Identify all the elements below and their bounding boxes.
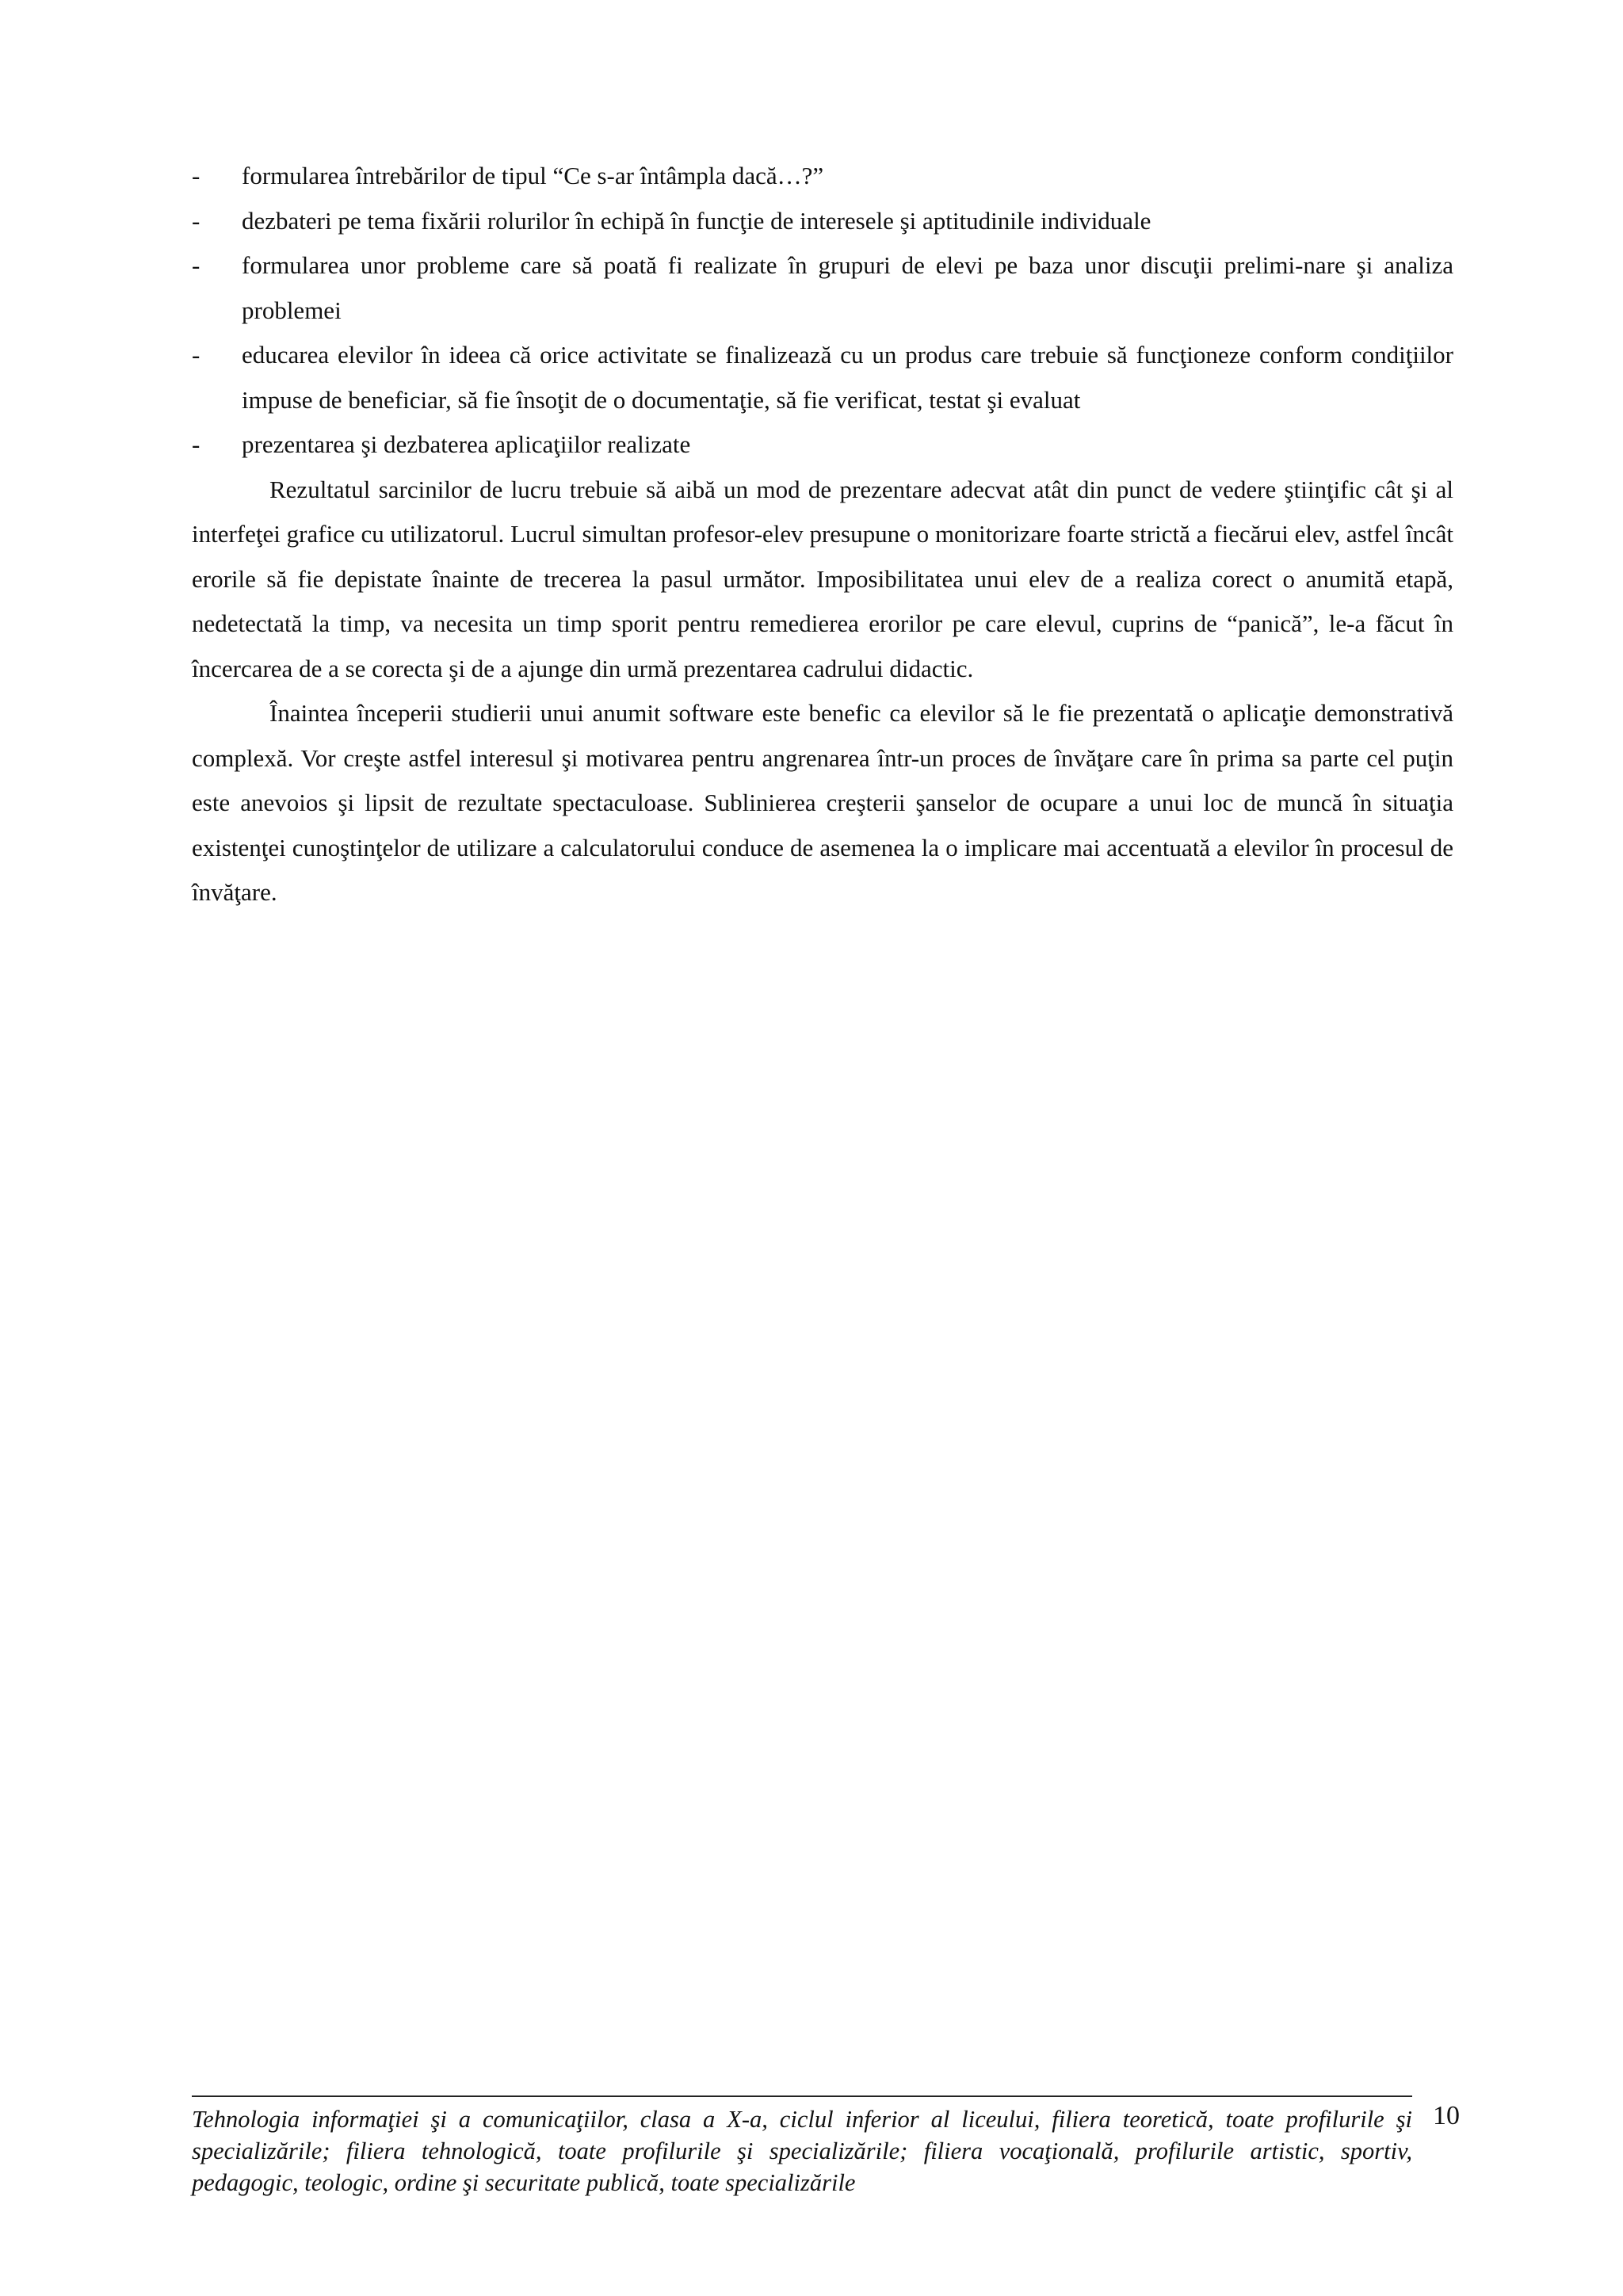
list-item: [192, 154, 1453, 199]
bullet-dash: -: [192, 162, 200, 189]
list-item: [192, 243, 1453, 333]
list-item: [192, 422, 1453, 468]
body-paragraph: Rezultatul sarcinilor de lucru trebuie să aibă un mod de prezentare adecvat atât din punct de vedere ştiinţific cât şi al interfeţei grafice cu utilizatorul. Lucrul simultan profesor-elev presupune o monitorizare foarte strictă a fiecărui elev, astfel încât erorile să fie depistate înainte de trecerea la pasul următor. Imposibilitatea unui elev de a realiza corect o anumită etapă, nedetectată la timp, va necesita un timp sporit pentru remedierea erorilor pe care elevul, cuprins de “panică”, le-a făcut în încercarea de a se corecta şi de a ajunge din urmă prezentarea cadrului didactic.: [192, 475, 1453, 682]
body-paragraph: Înaintea începerii studierii unui anumit software este benefic ca elevilor să le fie prezentată o aplicaţie demonstrativă complexă. Vor creşte astfel interesul şi motivarea pentru angrenarea într-un proces de învăţare care în prima sa parte cel puţin este anevoios şi lipsit de rezultate spectaculoase. Sublinierea creşterii şanselor de ocupare a unui loc de muncă în situaţia existenţei cunoştinţelor de utilizare a calculatorului conduce de asemenea la o implicare mai accentuată a elevilor în procesul de învăţare.: [192, 699, 1453, 906]
bullet-dash: -: [192, 341, 200, 369]
list-item: [192, 333, 1453, 422]
page-number: 10: [1433, 2101, 1460, 2130]
bullet-dash: -: [192, 430, 200, 458]
footer-text: Tehnologia informaţiei şi a comunicaţiilor, clasa a X-a, ciclul inferior al liceului, filiera teoretică, toate profilurile şi specializările; filiera tehnologică, toate profilurile şi specializările; filiera vocaţională, profilurile artistic, sportiv, pedagogic, teologic, ordine şi securitate publică, toate specializările: [192, 2106, 1412, 2196]
bullet-dash: -: [192, 206, 200, 235]
footer-divider: [192, 2095, 1412, 2097]
bullet-text: dezbateri pe tema fixării rolurilor în echipă în funcţie de interesele şi aptitudinile individuale: [242, 206, 1151, 235]
page-footer: [192, 2095, 1412, 2199]
bullet-text: prezentarea şi dezbaterea aplicaţiilor realizate: [242, 430, 691, 458]
bullet-text: formularea unor probleme care să poată fi realizate în grupuri de elevi pe baza unor discuţii prelimi-nare şi analiza problemei: [242, 251, 1453, 324]
bullet-text: educarea elevilor în ideea că orice activitate se finalizează cu un produs care trebuie să funcţioneze conform condiţiilor impuse de beneficiar, să fie însoţit de o documentaţie, să fie verificat, testat şi evaluat: [242, 341, 1453, 414]
list-item: [192, 199, 1453, 244]
bullet-text: formularea întrebărilor de tipul “Ce s-ar întâmpla dacă…?”: [242, 162, 824, 189]
bullet-dash: -: [192, 251, 200, 279]
bullet-list: [192, 154, 1453, 468]
page-content: [192, 154, 1453, 915]
